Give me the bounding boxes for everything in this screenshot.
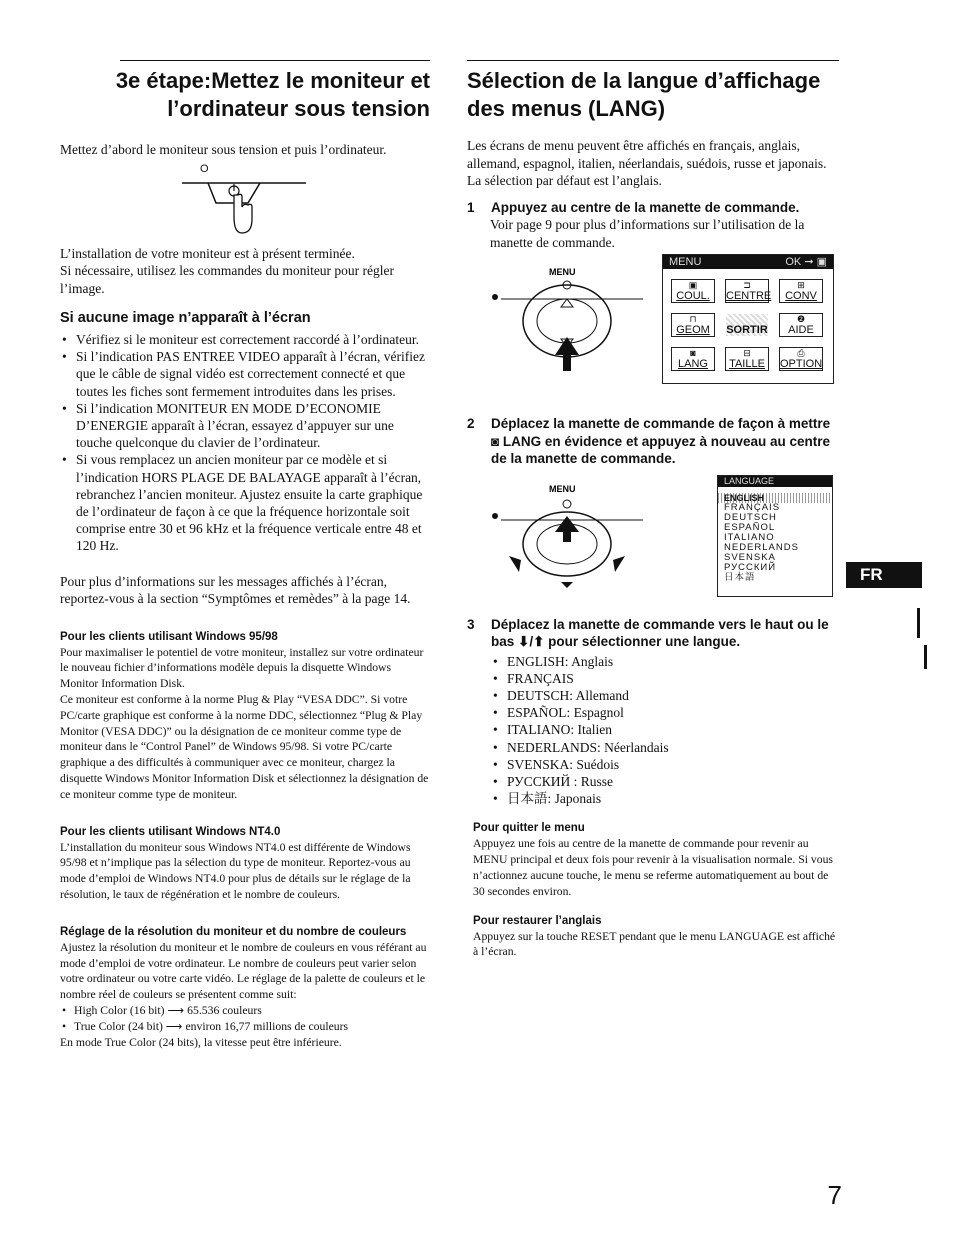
option-icon: ⎙ <box>797 348 805 358</box>
menu-item-label: COUL. <box>676 290 710 302</box>
list-item: • 日本語: Japonais <box>491 790 839 807</box>
menu-item-label: CENTRE <box>726 290 772 302</box>
power-label: O <box>200 162 209 175</box>
restore-heading: Pour restaurer l’anglais <box>473 914 602 927</box>
quit-paragraph: Appuyez une fois au centre de la manette de commande pour revenir au MENU principal et deux fois pour revenir à la visualisation normale. Si vous n’actionnez aucune touche, le menu se referme automatiquement au bout de 30 secondes environ. <box>473 837 833 898</box>
menu-item-geom[interactable] <box>671 313 715 337</box>
language-option[interactable]: FRANÇAIS <box>724 501 781 513</box>
more-info: Pour plus d’informations sur les messages affichés à l’écran, reportez-vous à la section “Symptômes et remèdes” à la page 14. <box>60 573 411 607</box>
menu-item-coul[interactable] <box>671 279 715 303</box>
language-option[interactable]: ITALIANO <box>724 531 775 543</box>
center-icon: ⊐ <box>743 280 751 290</box>
win95-p1: Pour maximaliser le potentiel de votre moniteur, installez sur votre ordinateur le nouveau fichier d’informations modèle depuis la disquette Windows Monitor Information Disk. <box>60 645 424 691</box>
list-item: • ENGLISH: Anglais <box>491 653 839 670</box>
list-item: • ESPAÑOL: Espagnol <box>491 704 839 721</box>
help-icon: ❷ <box>796 314 806 324</box>
left-title-line1: 3e étape:Mettez le moniteur et <box>115 68 430 93</box>
menu-label: MENU <box>549 483 576 494</box>
menu-item-label: SORTIR <box>726 324 768 336</box>
quit-heading: Pour quitter le menu <box>473 822 585 835</box>
menu-item-label: AIDE <box>788 324 814 336</box>
list-item: • FRANÇAIS <box>491 670 839 687</box>
language-icon: ◙ <box>690 348 696 358</box>
list-item: • Vérifiez si le moniteur est correctement raccordé à l’ordinateur. <box>60 331 430 348</box>
left-title-line2: l’ordinateur sous tension <box>167 96 430 121</box>
noimage-heading: Si aucune image n’apparaît à l’écran <box>60 310 311 326</box>
list-item: • NEDERLANDS: Néerlandais <box>491 739 839 756</box>
step-1 <box>467 199 839 217</box>
language-menu-title: LANGUAGE <box>724 475 775 486</box>
joystick-press-icon <box>487 259 667 389</box>
menu-item-label: LANG <box>678 358 708 370</box>
step-2 <box>467 415 839 468</box>
list-item: • ITALIANO: Italien <box>491 721 839 738</box>
left-intro: Mettez d’abord le moniteur sous tension et puis l’ordinateur. <box>60 142 387 157</box>
resolution-note: En mode True Color (24 bits), la vitesse peut être inférieure. <box>60 1035 342 1049</box>
restore-paragraph: Appuyez sur la touche RESET pendant que le menu LANGUAGE est affiché à l’écran. <box>473 929 836 959</box>
done-line2: Si nécessaire, utilisez les commandes du moniteur pour régler l’image. <box>60 263 395 296</box>
right-title-line2: des menus (LANG) <box>467 96 666 121</box>
language-option-label: ENGLISH <box>724 492 765 503</box>
convergence-icon: ⊞ <box>797 280 805 290</box>
step-number: 3 <box>467 616 475 632</box>
power-illustration <box>60 163 430 245</box>
joystick-move-icon <box>487 478 667 598</box>
right-column <box>467 60 839 960</box>
margin-mark <box>917 608 920 638</box>
win95-p2: Ce moniteur est conforme à la norme Plug & Play “VESA DDC”. Si votre PC/carte graphique est conforme à la norme DDC, sélectionnez “Plug & Play Monitor (VESA DDC)” ou la désignation de ce moniteur comme type de moniteur dans le “Control Panel” de Windows 95/98. Si votre PC/carte graphique a des difficultés à communiquer avec ce moniteur, chargez la disquette Windows Monitor Information Disk et sélectionnez la désignation de ce moniteur comme type de moniteur. <box>60 693 429 801</box>
menu-item-label: GEOM <box>676 324 710 336</box>
right-title-line1: Sélection de la langue d’affichage <box>467 68 821 93</box>
list-item: • High Color (16 bit) ⟶ 65.536 couleurs <box>60 1003 430 1019</box>
resolution-paragraph: Ajustez la résolution du moniteur et le nombre de couleurs en vous référant au mode d’emploi de votre ordinateur. Le nombre de couleurs peut varier selon votre ordinateur ou votre carte vidéo. Le réglage de la palette de couleurs et le nombre réel de couleurs se présentent comme suit: <box>60 940 427 1002</box>
menu-label: MENU <box>549 267 576 277</box>
step-title: Appuyez au centre de la manette de commande. <box>491 199 800 215</box>
color-icon: ▣ <box>688 280 698 290</box>
language-tab: FR <box>846 562 922 588</box>
list-item: • DEUTSCH: Allemand <box>491 687 839 704</box>
nt-heading: Pour les clients utilisant Windows NT4.0 <box>60 825 281 838</box>
menu-item-label: OPTION <box>780 358 823 370</box>
nt-paragraph: L’installation du moniteur sous Windows NT4.0 est différente de Windows 95/98 et n’implique pas la sélection du type de moniteur. Reportez-vous au mode d’emploi de Windows NT4.0 pour plus de détails sur le réglage de la résolution, le taux de régénération et le nombre de couleurs. <box>60 840 411 901</box>
language-options <box>718 503 832 583</box>
language-option[interactable]: 日本語 <box>724 571 756 583</box>
resolution-list <box>60 1003 430 1035</box>
right-title <box>467 61 839 123</box>
right-intro: Les écrans de menu peuvent être affichés en français, anglais, allemand, espagnol, italien, néerlandais, suédois, russe et japonais. La sélection par défaut est l’anglais. <box>467 138 827 188</box>
left-title <box>60 61 430 123</box>
resolution-heading: Réglage de la résolution du moniteur et du nombre de couleurs <box>60 925 407 938</box>
language-list <box>491 653 839 808</box>
menu-bar-ok: OK ➞ ▣ <box>785 256 827 268</box>
menu-bar <box>663 255 833 269</box>
menu-item-taille[interactable] <box>725 347 769 371</box>
list-item: • РУССКИЙ : Russe <box>491 773 839 790</box>
step-3 <box>467 616 839 651</box>
step-number: 1 <box>467 199 475 215</box>
list-item: • Si l’indication MONITEUR EN MODE D’ECONOMIE D’ENERGIE apparaît à l’écran, essayez d’appuyer sur une touche quelconque du clavier de l’ordinateur. <box>60 400 430 452</box>
language-option-selected[interactable] <box>718 493 832 503</box>
left-column <box>60 60 430 1050</box>
list-item: • Si vous remplacez un ancien moniteur par ce modèle et si l’indication HORS PLAGE DE BALAYAGE apparaît à l’écran, rebranchez l’ancien moniteur. Ajustez ensuite la carte graphique de l’ordinateur de façon à ce que la fréquence horizontale soit comprise entre 30 et 96 kHz et la fréquence verticale entre 48 et 120 Hz. <box>60 451 430 554</box>
menu-item-centre[interactable] <box>725 279 772 303</box>
geometry-icon: ⊓ <box>689 314 697 324</box>
menu-item-label: TAILLE <box>729 358 765 370</box>
size-icon: ⊟ <box>743 348 751 358</box>
step-title: Déplacez la manette de commande de façon à mettre ◙ LANG en évidence et appuyez à nouveau au centre de la manette de commande. <box>491 416 831 466</box>
language-option[interactable]: DEUTSCH <box>724 511 777 523</box>
main-menu-osd <box>662 254 834 384</box>
done-line1: L’installation de votre moniteur est à présent terminée. <box>60 245 355 261</box>
page-number: 7 <box>827 1180 842 1210</box>
exit-icon <box>726 314 768 324</box>
language-option[interactable]: NEDERLANDS <box>724 541 799 553</box>
list-item: • Si l’indication PAS ENTREE VIDEO apparaît à l’écran, vérifiez que le câble de signal vidéo est correctement connecté et que toutes les fiches sont fermement introduites dans les prises. <box>60 348 430 400</box>
language-menu-osd <box>717 475 833 597</box>
menu-item-option[interactable] <box>779 347 823 371</box>
language-option[interactable]: ESPAÑOL <box>724 521 776 533</box>
language-menu-bar <box>718 476 832 487</box>
menu-item-lang[interactable] <box>671 347 715 371</box>
menu-item-conv[interactable] <box>779 279 823 303</box>
language-option[interactable]: SVENSKA <box>724 551 776 563</box>
step-number: 2 <box>467 416 475 431</box>
menu-item-sortir[interactable] <box>725 313 769 337</box>
step-title: Déplacez la manette de commande vers le haut ou le bas ⬇/⬆ pour sélectionner une langue. <box>491 616 829 649</box>
list-item: • SVENSKA: Suédois <box>491 756 839 773</box>
language-option[interactable]: РУССКИЙ <box>724 561 777 573</box>
menu-item-label: CONV <box>785 290 817 302</box>
noimage-list <box>60 331 430 555</box>
list-item: • True Color (24 bit) ⟶ environ 16,77 millions de couleurs <box>60 1019 430 1035</box>
power-button-icon <box>180 167 380 245</box>
step1-text: Voir page 9 pour plus d’informations sur l’utilisation de la manette de commande. <box>490 217 805 250</box>
margin-mark <box>924 645 927 669</box>
diagram-2 <box>467 475 839 608</box>
menu-item-aide[interactable] <box>779 313 823 337</box>
menu-bar-title: MENU <box>669 256 702 268</box>
diagram-1 <box>467 256 839 393</box>
win95-heading: Pour les clients utilisant Windows 95/98 <box>60 630 278 643</box>
